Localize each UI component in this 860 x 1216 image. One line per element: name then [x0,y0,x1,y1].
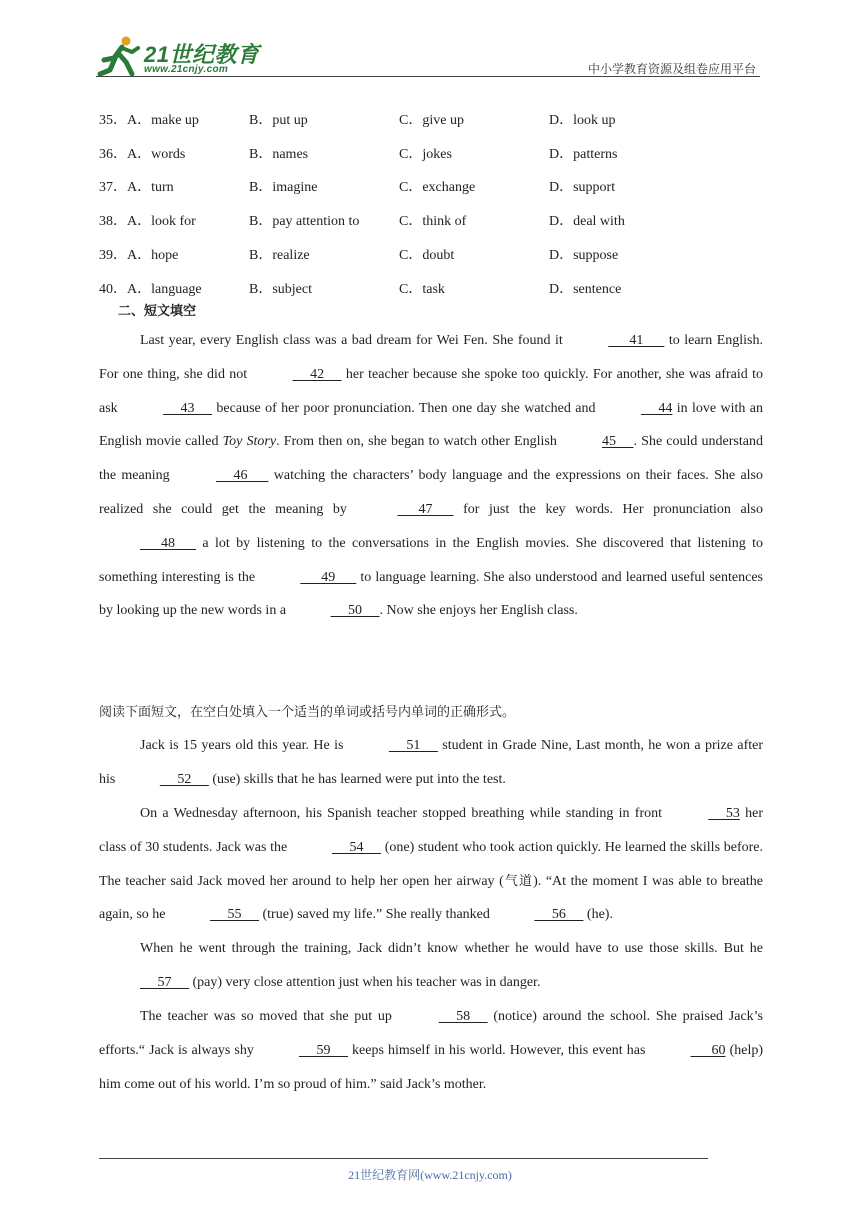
section-title: 二、短文填空 [118,304,197,319]
option-b: B．subject [249,281,312,297]
option-a-text: A．language [127,281,202,297]
blank-44[interactable]: 44 [640,400,673,416]
option-a [99,278,249,298]
platform-name: 中小学教育资源及组卷应用平台 [587,62,756,76]
movie-title: Toy Story [222,434,277,450]
option-row-38 [99,203,699,237]
option-c: C．jokes [399,146,452,162]
passage-two-para-4: The teacher was so moved that she put up 58 (notice) around the school. She praised Jack’s efforts.“ Jack is always shy 59 keeps himself in his world. However, this event has 60 (help) him come out of his world. I’m so proud of him.” said Jack’s mother. [99,1000,763,1101]
passage-one: Last year, every English class was a bad dream for Wei Fen. She found it 41 to learn English. For one thing, she did not 42 her teacher because she spoke too quickly. For another, she was afraid to ask 43 because of her poor pronunciation. Then one day she watched and 44 in love with an English movie called Toy Story. From then on, she began to watch other English 45 . She could understand the meaning 46 watching the characters’ body language and the expressions on their faces. She also realized she could get the meaning by 47 for just the key words. Her pronunciation also 48 a lot by listening to the conversations in the English movies. She discovered that listening to something interesting is the 49 to language learning. She also understood and learned useful sentences by looking up the new words in a 50 . Now she enjoys her English class. [99,324,763,628]
option-d: D．sentence [549,281,622,297]
option-a [99,176,249,196]
passage-two-para-1: Jack is 15 years old this year. He is 51 student in Grade Nine, Last month, he won a prize after his 52 (use) skills that he has learned were put into the test. [99,729,763,797]
option-b: B．names [249,146,309,162]
option-a-text: A．turn [127,180,174,196]
blank-59[interactable]: 59 [298,1042,348,1058]
option-c: C．task [399,281,445,297]
blank-42[interactable]: 42 [292,366,342,382]
option-a [99,109,249,129]
instruction-text: 阅读下面短文，在空白处填入一个适当的单词或括号内单词的正确形式。 [99,705,516,720]
blank-50[interactable]: 50 [330,603,380,619]
page-footer: 21世纪教育网(www.21cnjy.com) [348,1168,512,1182]
blank-60[interactable]: 60 [690,1042,726,1058]
blank-46[interactable]: 46 [215,468,269,484]
option-c: C．think of [399,214,467,230]
passage-two-para-3: When he went through the training, Jack didn’t know whether he would have to use those skills. But he 57 (pay) very close attention just when his teacher was in danger. [99,932,763,1000]
option-row-39 [99,237,699,271]
question-number: 39． [99,248,127,264]
option-a [99,143,249,163]
blank-47[interactable]: 47 [397,501,454,517]
question-number: 38． [99,214,127,230]
option-d: D．look up [549,112,616,128]
option-a-text: A．hope [127,248,179,264]
blank-53[interactable]: 53 [708,806,740,821]
page-header [96,34,760,80]
header-divider [96,76,760,77]
blank-41[interactable]: 41 [608,333,665,348]
blank-43[interactable]: 43 [163,400,213,416]
chinese-gloss: 气道 [503,873,534,889]
option-c: C．give up [399,112,464,128]
blank-54[interactable]: 54 [331,839,381,855]
option-b: B．realize [249,248,310,264]
blank-51[interactable]: 51 [388,738,438,753]
site-logo [96,34,266,78]
option-a [99,210,249,230]
question-number: 36． [99,146,127,162]
option-b: B．imagine [249,180,318,196]
blank-45[interactable]: 45 [602,434,634,450]
logo-main-text: 21世纪教育 [144,42,260,67]
option-b: B．put up [249,112,308,128]
option-a-text: A．make up [127,112,199,128]
blank-49[interactable]: 49 [300,569,357,585]
logo-url-text: www.21cnjy.com [144,64,229,75]
blank-52[interactable]: 52 [159,771,209,787]
option-a [99,244,249,264]
option-a-text: A．look for [127,214,196,230]
option-row-36 [99,136,699,170]
choice-options [99,102,699,305]
option-c: C．exchange [399,180,476,196]
question-number: 35． [99,112,127,128]
option-b: B．pay attention to [249,214,360,230]
option-d: D．deal with [549,214,625,230]
passage-two-para-2: On a Wednesday afternoon, his Spanish teacher stopped breathing while standing in front 53 her class of 30 students. Jack was the 54 (one) student who took action quickly. He learned the skills before. The teacher said Jack moved her around to help her open her airway (气道). “At the moment I was able to breathe again, so he 55 (true) saved my life.” She really thanked 56 (he). [99,797,763,932]
blank-55[interactable]: 55 [209,907,259,923]
option-d: D．support [549,180,616,196]
blank-57[interactable]: 57 [140,974,189,990]
option-a-text: A．words [127,146,186,162]
blank-56[interactable]: 56 [534,907,584,923]
option-row-35 [99,102,699,136]
blank-48[interactable]: 48 [140,535,196,551]
option-row-37 [99,170,699,204]
footer-divider [99,1158,708,1159]
option-d: D．patterns [549,146,618,162]
option-c: C．doubt [399,248,455,264]
option-d: D．suppose [549,248,619,264]
question-number: 40． [99,281,127,297]
runner-icon [96,34,144,78]
question-number: 37． [99,180,127,196]
blank-58[interactable]: 58 [438,1009,488,1024]
